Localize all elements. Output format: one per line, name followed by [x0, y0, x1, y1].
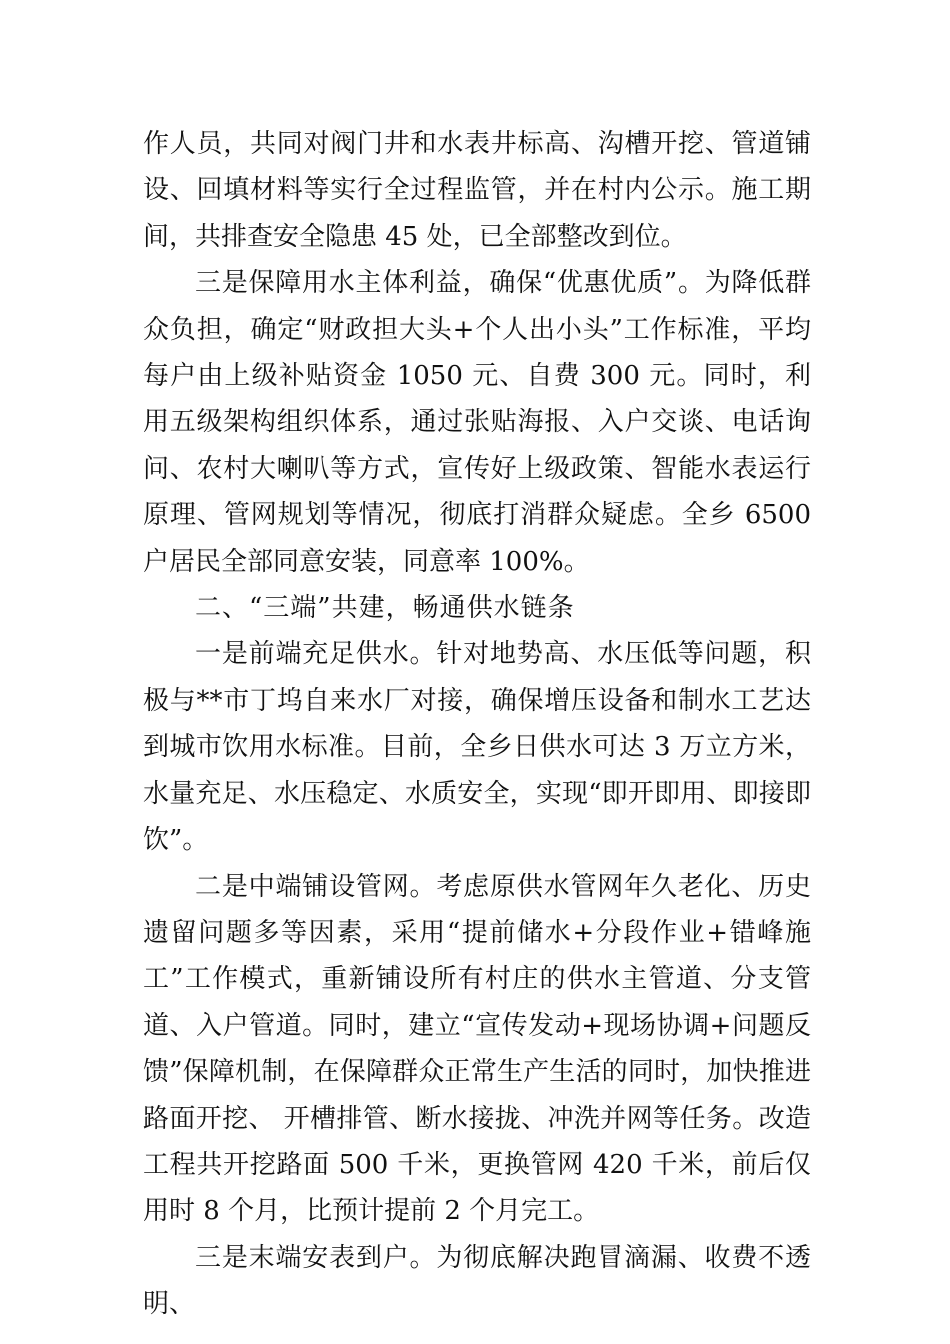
- section-heading: 二、“三端”共建，畅通供水链条: [195, 593, 575, 624]
- paragraph-continuation: 作人员，共同对阀门井和水表井标高、沟槽开挖、管道铺设、回填材料等实行全过程监管，并在村内公示。施工期间，共排查安全隐患 45 处，已全部整改到位。: [143, 129, 811, 252]
- paragraph-water-user-benefits: 三是保障用水主体利益，确保“优惠优质”。为降低群众负担，确定“财政担大头+个人出小头”工作标准，平均每户由上级补贴资金 1050 元、自费 300 元。同时，利用五级架构组织体系，通过张贴海报、入户交谈、电话询问、农村大喇叭等方式，宣传好上级政策、智能水表运行原理、管网规划等情况，彻底打消群众疑虑。全乡 6500 户居民全部同意安装，同意率 100%。: [143, 268, 811, 577]
- document-body: [143, 121, 811, 1328]
- paragraph-front-end-supply: 一是前端充足供水。针对地势高、水压低等问题，积极与**市丁坞自来水厂对接，确保增压设备和制水工艺达到城市饮用水标准。目前，全乡日供水可达 3 万立方米，水量充足、水压稳定、水质安全，实现“即开即用、即接即饮”。: [143, 639, 811, 856]
- paragraph-end-meter-install: 三是末端安表到户。为彻底解决跑冒滴漏、收费不透明、: [143, 1242, 811, 1320]
- paragraph-mid-end-pipeline: 二是中端铺设管网。考虑原供水管网年久老化、历史遗留问题多等因素，采用“提前储水+分段作业+错峰施工”工作模式，重新铺设所有村庄的供水主管道、分支管道、入户管道。同时，建立“宣传发动+现场协调+问题反馈”保障机制，在保障群众正常生产生活的同时，加快推进路面开挖、 开槽排管、断水接拢、冲洗并网等任务。改造工程共开挖路面 500 千米，更换管网 420 千米，前后仅用时 8 个月，比预计提前 2 个月完工。: [143, 871, 811, 1227]
